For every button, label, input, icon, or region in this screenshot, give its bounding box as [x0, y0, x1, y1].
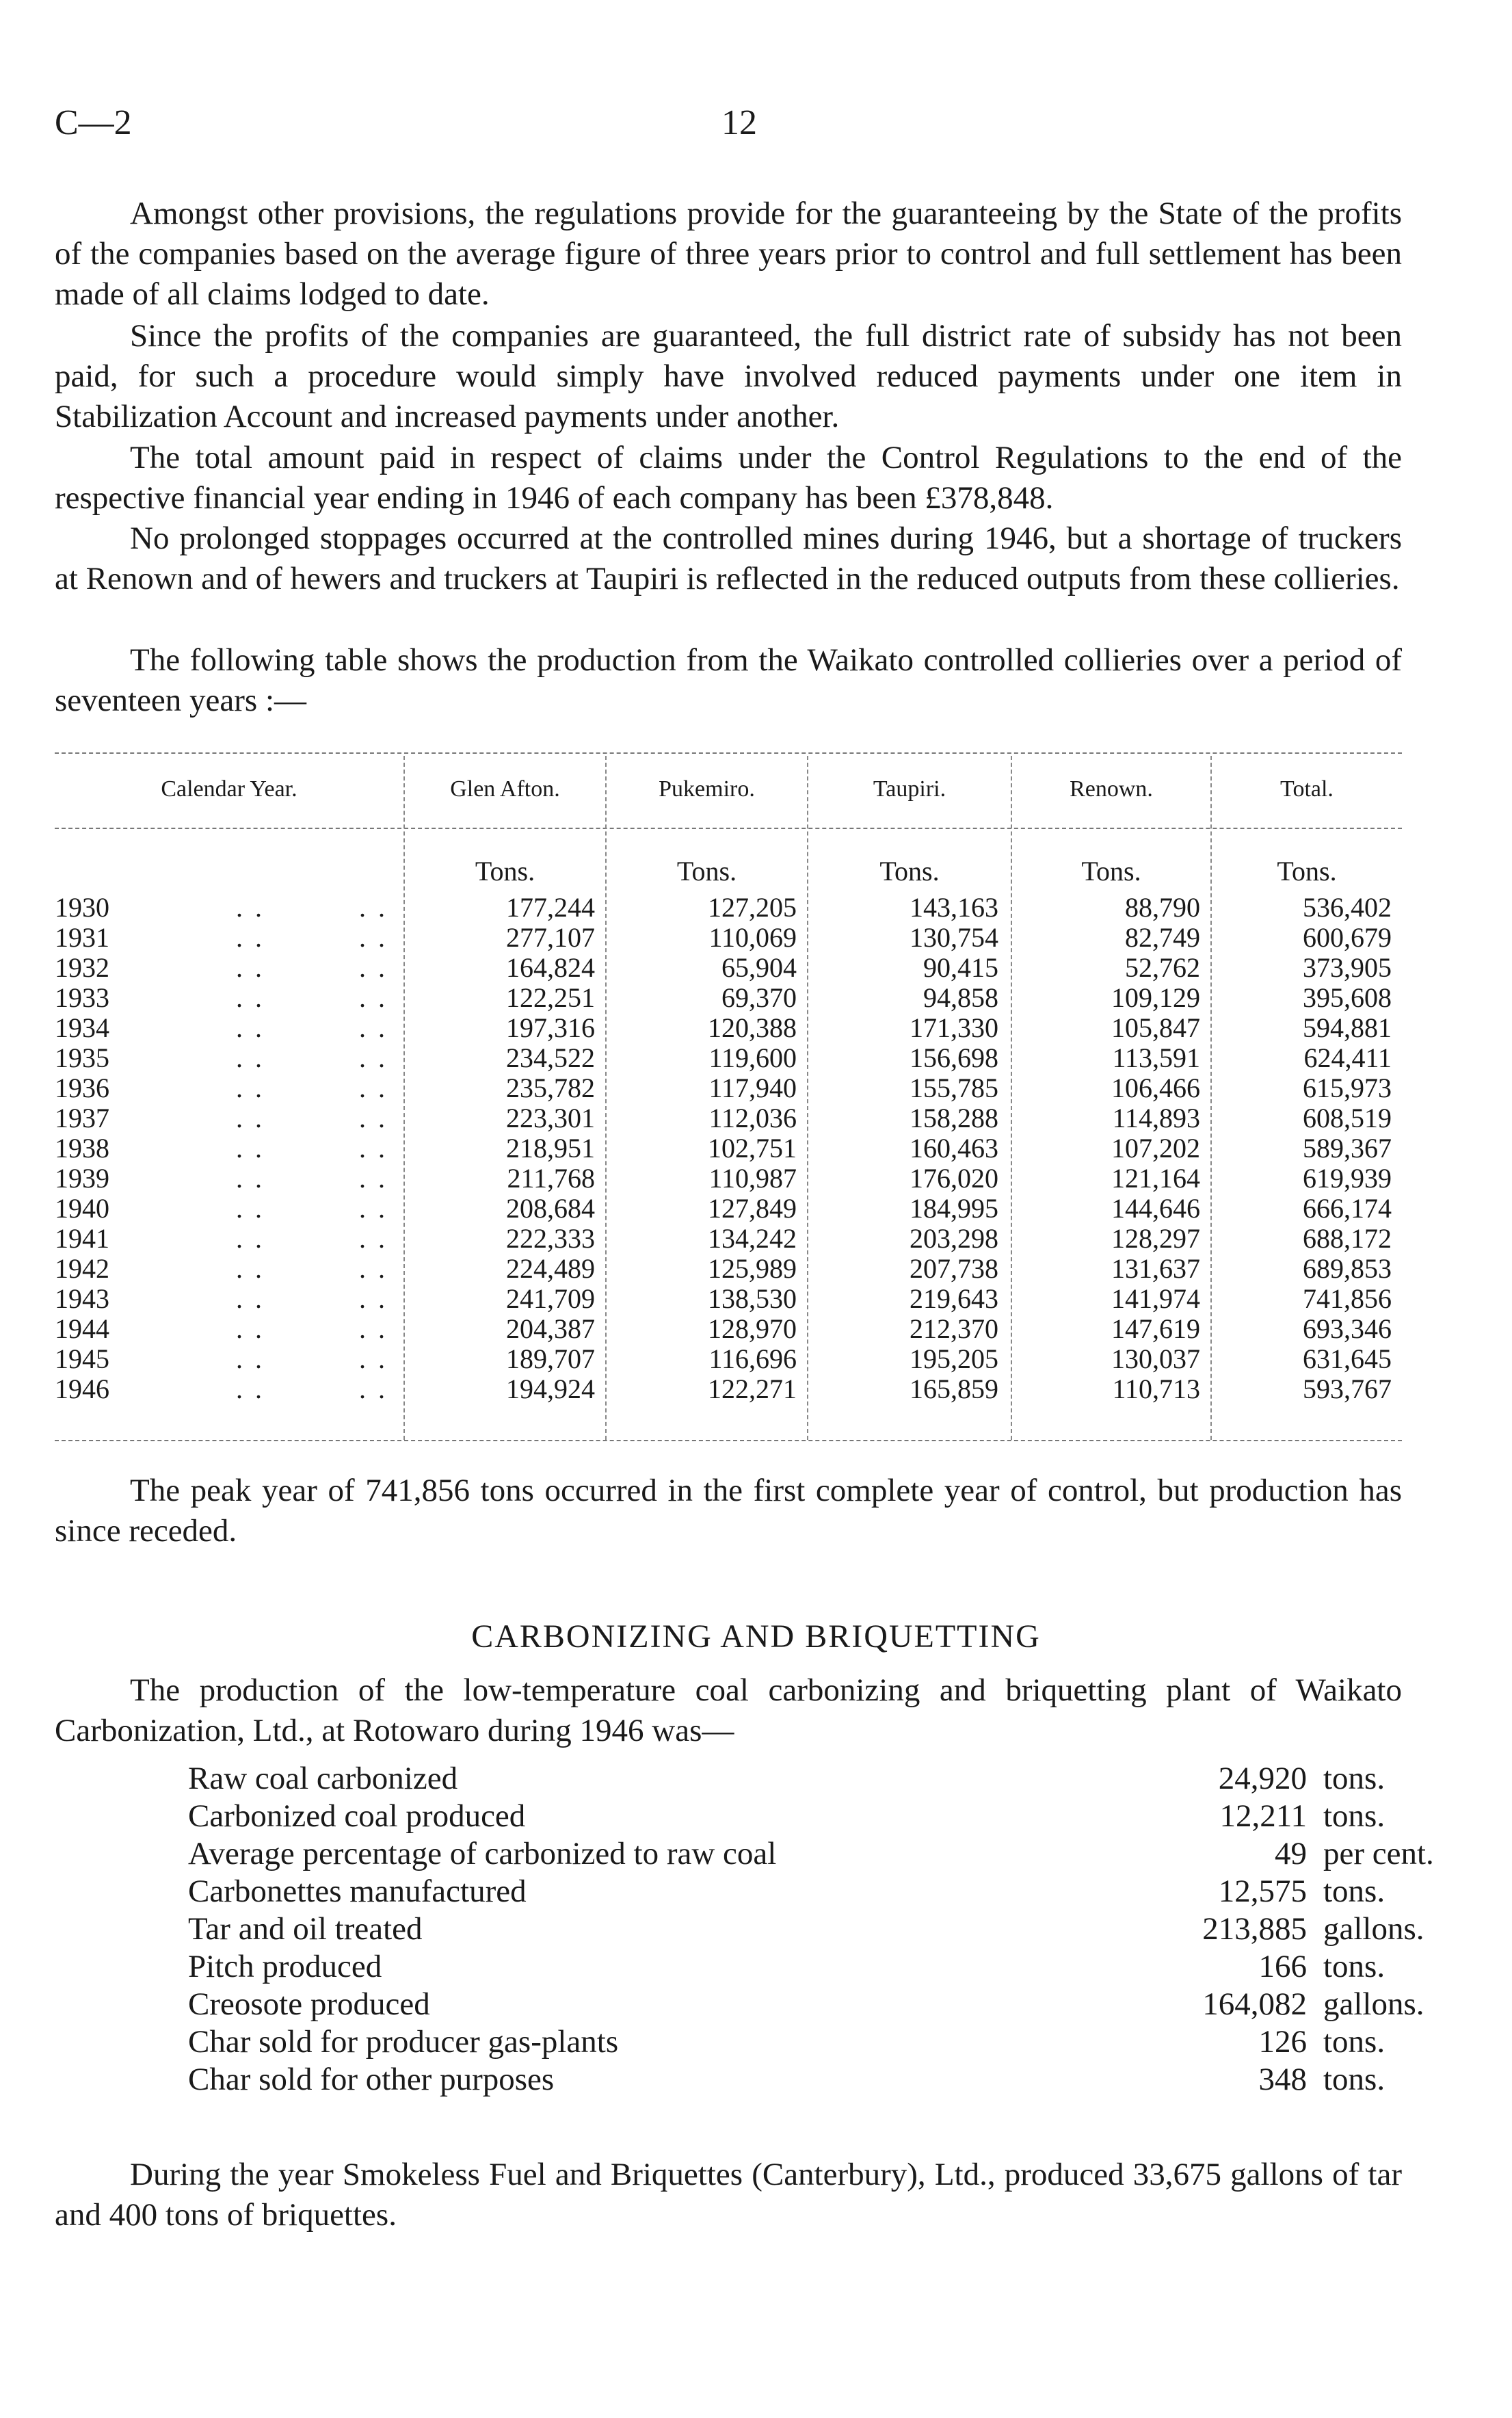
- production-unit: tons.: [1323, 1874, 1385, 1909]
- dot-leader: . .: [236, 1042, 265, 1073]
- paragraph-production-intro: The production of the low-temperature coal carbonizing and briquetting plant of Waikato Carbonization, Ltd., at Rotowaro during 1946 was—: [55, 1672, 1402, 1748]
- production-item: [0, 1986, 1512, 2023]
- cell-glen-afton: 222,333: [506, 1223, 595, 1254]
- cell-pukemiro: 127,849: [708, 1193, 797, 1224]
- units-label: Tons.: [879, 856, 940, 886]
- cell-taupiri: 203,298: [910, 1223, 998, 1254]
- table-row: [0, 1103, 1512, 1133]
- cell-renown: 109,129: [1111, 982, 1200, 1013]
- production-label: Creosote produced: [188, 1986, 430, 2022]
- dot-leader: . .: [236, 1163, 265, 1194]
- cell-pukemiro: 138,530: [708, 1283, 797, 1314]
- cell-total: 594,881: [1303, 1012, 1392, 1043]
- dot-leader: . .: [236, 982, 265, 1013]
- row-year: 1946: [55, 1374, 109, 1404]
- production-label: Char sold for other purposes: [188, 2062, 555, 2097]
- production-value: 166: [1258, 1949, 1307, 1984]
- cell-taupiri: 184,995: [910, 1193, 998, 1224]
- production-value: 126: [1258, 2024, 1307, 2060]
- dot-leader: . .: [236, 1343, 265, 1374]
- cell-glen-afton: 194,924: [506, 1374, 595, 1404]
- cell-pukemiro: 110,069: [708, 922, 797, 953]
- dot-leader: . .: [359, 982, 388, 1013]
- cell-glen-afton: 241,709: [506, 1283, 595, 1314]
- cell-glen-afton: 234,522: [506, 1042, 595, 1073]
- cell-total: 615,973: [1303, 1073, 1392, 1103]
- dot-leader: . .: [236, 1012, 265, 1043]
- cell-taupiri: 171,330: [910, 1012, 998, 1043]
- cell-glen-afton: 224,489: [506, 1253, 595, 1284]
- production-unit: per cent.: [1323, 1836, 1434, 1871]
- production-value: 164,082: [1202, 1986, 1307, 2022]
- cell-glen-afton: 164,824: [506, 952, 595, 983]
- table-row: [0, 1284, 1512, 1314]
- production-item: [0, 2061, 1512, 2099]
- production-unit: gallons.: [1323, 1911, 1424, 1947]
- cell-glen-afton: 189,707: [506, 1343, 595, 1374]
- cell-taupiri: 219,643: [910, 1283, 998, 1314]
- table-row: [0, 1164, 1512, 1194]
- cell-renown: 121,164: [1111, 1163, 1200, 1194]
- table-bottom-rule: [55, 1440, 1402, 1441]
- cell-taupiri: 165,859: [910, 1374, 998, 1404]
- dot-leader: . .: [236, 1073, 265, 1103]
- header-calendar-year: Calendar Year.: [161, 776, 297, 802]
- cell-total: 373,905: [1303, 952, 1392, 983]
- paragraph-smokeless-fuel: During the year Smokeless Fuel and Briquettes (Canterbury), Ltd., produced 33,675 gallons of tar and 400 tons of briquettes.: [55, 2157, 1402, 2233]
- units-label: Tons.: [1277, 856, 1337, 886]
- production-item: [0, 1835, 1512, 1873]
- cell-pukemiro: 122,271: [708, 1374, 797, 1404]
- dot-leader: . .: [359, 1193, 388, 1224]
- cell-renown: 52,762: [1125, 952, 1200, 983]
- cell-taupiri: 158,288: [910, 1103, 998, 1133]
- cell-pukemiro: 119,600: [708, 1042, 797, 1073]
- dot-leader: . .: [359, 1042, 388, 1073]
- production-unit: tons.: [1323, 2024, 1385, 2060]
- paragraph-claims: The total amount paid in respect of claims under the Control Regulations to the end of the respective financial year ending in 1946 of each company has been £378,848.: [55, 440, 1402, 516]
- table-top-rule: [55, 752, 1402, 754]
- cell-total: 624,411: [1303, 1042, 1392, 1073]
- production-value: 24,920: [1218, 1761, 1307, 1796]
- cell-total: 688,172: [1303, 1223, 1392, 1254]
- production-label: Tar and oil treated: [188, 1911, 423, 1947]
- dot-leader: . .: [236, 1103, 265, 1133]
- production-value: 213,885: [1202, 1911, 1307, 1947]
- table-row: [0, 1374, 1512, 1404]
- production-label: Carbonettes manufactured: [188, 1874, 527, 1909]
- production-unit: tons.: [1323, 2062, 1385, 2097]
- cell-taupiri: 94,858: [923, 982, 998, 1013]
- row-year: 1944: [55, 1313, 109, 1344]
- cell-pukemiro: 134,242: [708, 1223, 797, 1254]
- cell-total: 631,645: [1303, 1343, 1392, 1374]
- units-label: Tons.: [475, 856, 535, 886]
- cell-total: 593,767: [1303, 1374, 1392, 1404]
- cell-pukemiro: 110,987: [708, 1163, 797, 1194]
- cell-pukemiro: 102,751: [708, 1133, 797, 1164]
- production-unit: tons.: [1323, 1798, 1385, 1834]
- dot-leader: . .: [359, 1073, 388, 1103]
- dot-leader: . .: [359, 1012, 388, 1043]
- dot-leader: . .: [359, 1223, 388, 1254]
- cell-renown: 130,037: [1111, 1343, 1200, 1374]
- cell-total: 608,519: [1303, 1103, 1392, 1133]
- dot-leader: . .: [359, 892, 388, 923]
- dot-leader: . .: [236, 1193, 265, 1224]
- cell-total: 693,346: [1303, 1313, 1392, 1344]
- dot-leader: . .: [359, 1163, 388, 1194]
- table-row: [0, 1254, 1512, 1284]
- row-year: 1934: [55, 1012, 109, 1043]
- production-item: [0, 1948, 1512, 1986]
- cell-total: 589,367: [1303, 1133, 1392, 1164]
- dot-leader: . .: [359, 1283, 388, 1314]
- cell-renown: 113,591: [1112, 1042, 1200, 1073]
- cell-taupiri: 207,738: [910, 1253, 998, 1284]
- cell-taupiri: 130,754: [910, 922, 998, 953]
- dot-leader: . .: [359, 952, 388, 983]
- table-row: [0, 1133, 1512, 1164]
- production-item: [0, 1760, 1512, 1798]
- dot-leader: . .: [236, 1283, 265, 1314]
- row-year: 1937: [55, 1103, 109, 1133]
- cell-total: 536,402: [1303, 892, 1392, 923]
- cell-glen-afton: 204,387: [506, 1313, 595, 1344]
- header-renown: Renown.: [1070, 776, 1153, 802]
- dot-leader: . .: [359, 1103, 388, 1133]
- cell-pukemiro: 120,388: [708, 1012, 797, 1043]
- row-year: 1938: [55, 1133, 109, 1164]
- cell-glen-afton: 177,244: [506, 892, 595, 923]
- paragraph-provisions: Amongst other provisions, the regulations provide for the guaranteeing by the State of the profits of the companies based on the average figure of three years prior to control and full settlement has been made of all claims lodged to date.: [55, 196, 1402, 312]
- cell-renown: 110,713: [1112, 1374, 1200, 1404]
- dot-leader: . .: [236, 952, 265, 983]
- cell-pukemiro: 65,904: [721, 952, 797, 983]
- table-row: [0, 923, 1512, 953]
- cell-renown: 114,893: [1112, 1103, 1200, 1133]
- table-row: [0, 1043, 1512, 1073]
- dot-leader: . .: [236, 922, 265, 953]
- dot-leader: . .: [236, 892, 265, 923]
- paragraph-subsidy: Since the profits of the companies are guaranteed, the full district rate of subsidy has not been paid, for such a procedure would simply have involved reduced payments under one item in Stabilization Account and increased payments under another.: [55, 318, 1402, 434]
- production-label: Pitch produced: [188, 1949, 382, 1984]
- header-taupiri: Taupiri.: [873, 776, 946, 802]
- table-row: [0, 1344, 1512, 1374]
- table-row: [0, 1224, 1512, 1254]
- production-value: 12,575: [1218, 1874, 1307, 1909]
- cell-pukemiro: 125,989: [708, 1253, 797, 1284]
- row-year: 1932: [55, 952, 109, 983]
- cell-taupiri: 212,370: [910, 1313, 998, 1344]
- dot-leader: . .: [359, 1374, 388, 1404]
- cell-total: 666,174: [1303, 1193, 1392, 1224]
- cell-renown: 141,974: [1111, 1283, 1200, 1314]
- cell-renown: 106,466: [1111, 1073, 1200, 1103]
- production-label: Average percentage of carbonized to raw coal: [188, 1836, 777, 1871]
- header-pukemiro: Pukemiro.: [659, 776, 755, 802]
- units-label: Tons.: [676, 856, 737, 886]
- production-value: 12,211: [1219, 1798, 1307, 1834]
- cell-renown: 105,847: [1111, 1012, 1200, 1043]
- cell-renown: 82,749: [1125, 922, 1200, 953]
- units-label: Tons.: [1081, 856, 1141, 886]
- row-year: 1933: [55, 982, 109, 1013]
- cell-pukemiro: 127,205: [708, 892, 797, 923]
- row-year: 1940: [55, 1193, 109, 1224]
- cell-renown: 107,202: [1111, 1133, 1200, 1164]
- production-item: [0, 1798, 1512, 1835]
- cell-renown: 147,619: [1111, 1313, 1200, 1344]
- cell-glen-afton: 223,301: [506, 1103, 595, 1133]
- cell-glen-afton: 197,316: [506, 1012, 595, 1043]
- cell-glen-afton: 211,768: [507, 1163, 595, 1194]
- cell-glen-afton: 218,951: [506, 1133, 595, 1164]
- cell-taupiri: 156,698: [910, 1042, 998, 1073]
- production-item: [0, 2023, 1512, 2061]
- dot-leader: . .: [236, 1253, 265, 1284]
- section-title: CARBONIZING AND BRIQUETTING: [471, 1618, 1041, 1655]
- cell-total: 741,856: [1303, 1283, 1392, 1314]
- dot-leader: . .: [236, 1374, 265, 1404]
- paragraph-peak-year: The peak year of 741,856 tons occurred in the first complete year of control, but production has since receded.: [55, 1473, 1402, 1549]
- production-item: [0, 1910, 1512, 1948]
- dot-leader: . .: [359, 922, 388, 953]
- production-item: [0, 1873, 1512, 1910]
- cell-glen-afton: 235,782: [506, 1073, 595, 1103]
- dot-leader: . .: [236, 1313, 265, 1344]
- row-year: 1936: [55, 1073, 109, 1103]
- table-row: [0, 953, 1512, 983]
- dot-leader: . .: [359, 1343, 388, 1374]
- cell-renown: 131,637: [1111, 1253, 1200, 1284]
- production-unit: gallons.: [1323, 1986, 1424, 2022]
- cell-pukemiro: 117,940: [708, 1073, 797, 1103]
- cell-taupiri: 160,463: [910, 1133, 998, 1164]
- table-header-rule: [55, 828, 1402, 829]
- dot-leader: . .: [359, 1133, 388, 1164]
- cell-renown: 88,790: [1125, 892, 1200, 923]
- dot-leader: . .: [236, 1223, 265, 1254]
- production-value: 49: [1275, 1836, 1307, 1871]
- row-year: 1945: [55, 1343, 109, 1374]
- table-row: [0, 1194, 1512, 1224]
- table-row: [0, 893, 1512, 923]
- production-label: Char sold for producer gas-plants: [188, 2024, 619, 2060]
- row-year: 1941: [55, 1223, 109, 1254]
- cell-pukemiro: 128,970: [708, 1313, 797, 1344]
- row-year: 1931: [55, 922, 109, 953]
- production-unit: tons.: [1323, 1949, 1385, 1984]
- cell-taupiri: 90,415: [923, 952, 998, 983]
- dot-leader: . .: [236, 1133, 265, 1164]
- cell-pukemiro: 112,036: [708, 1103, 797, 1133]
- row-year: 1930: [55, 892, 109, 923]
- cell-taupiri: 176,020: [910, 1163, 998, 1194]
- cell-taupiri: 143,163: [910, 892, 998, 923]
- header-total: Total.: [1280, 776, 1334, 802]
- cell-total: 619,939: [1303, 1163, 1392, 1194]
- row-year: 1939: [55, 1163, 109, 1194]
- row-year: 1943: [55, 1283, 109, 1314]
- table-row: [0, 983, 1512, 1013]
- production-label: Carbonized coal produced: [188, 1798, 526, 1834]
- production-label: Raw coal carbonized: [188, 1761, 458, 1796]
- header-glen-afton: Glen Afton.: [450, 776, 560, 802]
- cell-renown: 144,646: [1111, 1193, 1200, 1224]
- cell-glen-afton: 277,107: [506, 922, 595, 953]
- cell-pukemiro: 116,696: [708, 1343, 797, 1374]
- dot-leader: . .: [359, 1253, 388, 1284]
- paragraph-stoppages: No prolonged stoppages occurred at the controlled mines during 1946, but a shortage of truckers at Renown and of hewers and truckers at Taupiri is reflected in the reduced outputs from these collieries.: [55, 521, 1402, 596]
- row-year: 1935: [55, 1042, 109, 1073]
- cell-pukemiro: 69,370: [721, 982, 797, 1013]
- cell-taupiri: 155,785: [910, 1073, 998, 1103]
- cell-total: 689,853: [1303, 1253, 1392, 1284]
- cell-total: 395,608: [1303, 982, 1392, 1013]
- production-unit: tons.: [1323, 1761, 1385, 1796]
- table-row: [0, 1073, 1512, 1103]
- production-value: 348: [1258, 2062, 1307, 2097]
- row-year: 1942: [55, 1253, 109, 1284]
- page-number: 12: [721, 103, 757, 142]
- table-row: [0, 1314, 1512, 1344]
- cell-glen-afton: 122,251: [506, 982, 595, 1013]
- dot-leader: . .: [359, 1313, 388, 1344]
- cell-renown: 128,297: [1111, 1223, 1200, 1254]
- report-reference: C—2: [55, 103, 132, 142]
- cell-glen-afton: 208,684: [506, 1193, 595, 1224]
- table-row: [0, 1013, 1512, 1043]
- cell-total: 600,679: [1303, 922, 1392, 953]
- paragraph-table-intro: The following table shows the production from the Waikato controlled collieries over a period of seventeen years :—: [55, 642, 1402, 718]
- cell-taupiri: 195,205: [910, 1343, 998, 1374]
